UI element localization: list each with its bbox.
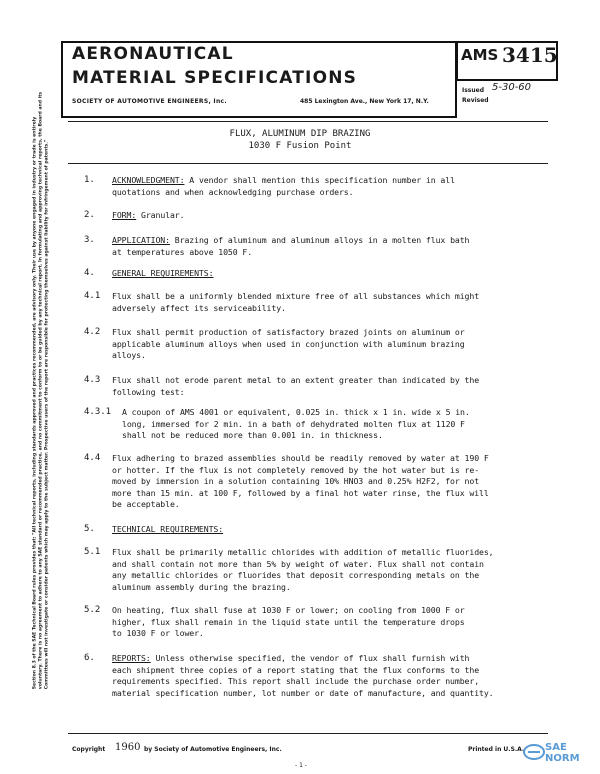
copyright-holder: by Society of Automotive Engineers, Inc. [144,746,282,753]
section-paragraph [112,653,572,699]
page-mark: - 1 - [295,762,307,769]
section-paragraph [112,268,572,280]
issued-label: Issued [462,87,485,94]
copyright-label: Copyright [72,746,106,753]
section-paragraph [112,524,572,536]
section-number: 4.3.1 [84,407,112,417]
society-address: 485 Lexington Ave., New York 17, N.Y. [300,98,429,105]
section-text: Flux adhering to brazed assemblies should be readily removed by water at 190 F or hotter. If the flux is not completely removed by the hot water but is re- moved by immersion in a solution containing 10% HNO3 and 0.25% H2F2, for not more than 15 min. at 100 F, followed by a final hot water rinse, the flux will be acceptable. [112,453,489,509]
doc-title: FLUX, ALUMINUM DIP BRAZING [229,129,371,139]
ams-label: AMS [461,46,499,64]
section-heading: ACKNOWLEDGMENT: [112,175,185,185]
section-number: 5.1 [84,547,101,557]
section-number: 4.3 [84,375,101,385]
section-number: 4.2 [84,327,101,337]
section-paragraph [112,605,572,640]
printed-label: Printed in U.S.A. [468,746,525,753]
section-number: 5. [84,524,95,534]
section-heading: APPLICATION: [112,235,170,245]
section-heading: FORM: [112,210,137,220]
section-number: 4.1 [84,291,101,301]
title-rule [68,163,548,164]
section-paragraph [112,291,572,314]
footer-rule [68,733,548,734]
society-name: SOCIETY OF AUTOMOTIVE ENGINEERS, Inc. [72,98,227,105]
section-text: Unless otherwise specified, the vendor of flux shall furnish with each shipment three copies of a report stating that the flux conforms to the requirements specified. This report shall include the purchase order number, material specification number, lot number or date of manufacture, and quantity. [112,653,494,698]
section-text: Flux shall permit production of satisfactory brazed joints on aluminum or applicable aluminum alloys when used in conjunction with aluminum brazing alloys. [112,327,465,360]
issued-date: 5-30-60 [492,82,532,93]
section-number: 5.2 [84,605,101,615]
section-paragraph [112,547,572,593]
section-number: 3. [84,235,95,245]
section-paragraph [122,407,582,442]
section-heading: GENERAL REQUIREMENTS: [112,268,214,278]
header-title-line2: MATERIAL SPECIFICATIONS [72,68,358,88]
top-rule [68,121,548,122]
section-paragraph [112,327,572,362]
watermark-text: SAE NORM [545,742,580,764]
section-text: Granular. [141,210,185,220]
section-text: Flux shall not erode parent metal to an extent greater than indicated by the following test: [112,375,480,397]
section-number: 4. [84,268,95,278]
section-text: A vendor shall mention this specification number in all quotations and when acknowledging purchase orders. [112,175,455,197]
section-text: On heating, flux shall fuse at 1030 F or lower; on cooling from 1000 F or higher, flux shall remain in the liquid state until the temperature drops to 1030 F or lower. [112,605,465,638]
revised-label: Revised [462,97,489,104]
header-title-line1: AERONAUTICAL [72,44,234,64]
section-paragraph [112,375,572,398]
section-number: 2. [84,210,95,220]
section-number: 1. [84,175,95,185]
section-text: Flux shall be a uniformly blended mixture free of all substances which might adversely affect its serviceability. [112,291,480,313]
section-text: Flux shall be primarily metallic chlorides with addition of metallic fluorides, and shall contain not more than 5% by weight of water. Flux shall not contain any metallic chlorides or fluorides that deposit corresponding metals on the aluminum assembly during the brazing. [112,547,494,592]
spec-number: 3415 [502,43,558,67]
doc-subtitle: 1030 F Fusion Point [248,141,352,151]
side-legal-note: Section 8.3 of the SAE Technical Board rules provides that: "All technical reports, including standards approved and practices recommended, are advisory only. Their use by anyone engaged in industry or trade is entirely voluntary. There is no agreement to adhere to any SAE standard or recommended practice, and no commitment to conform to or be guided by any technical report. In formulating and approving technical reports, the Board and its Committees will not investigate or consider patents which may apply to the subject matter. Prospective users of the report are responsible for protecting themselves against liability for infringement of patents." [32,91,51,690]
section-heading: REPORTS: [112,653,151,663]
section-paragraph [112,210,572,222]
section-number: 6. [84,653,95,663]
copyright-year: 1960 [115,742,141,753]
section-number: 4.4 [84,453,101,463]
section-paragraph [112,235,572,258]
section-paragraph [112,453,572,511]
section-text: Brazing of aluminum and aluminum alloys in a molten flux bath at temperatures above 1050 F. [112,235,470,257]
section-heading: TECHNICAL REQUIREMENTS: [112,524,224,534]
section-text: A coupon of AMS 4001 or equivalent, 0.025 in. thick x 1 in. wide x 5 in. long, immersed for 2 min. in a bath of dehydrated molten flux at 1120 F shall not be reduced more than 0.001 in. in thickness. [122,407,470,440]
section-paragraph [112,175,572,198]
